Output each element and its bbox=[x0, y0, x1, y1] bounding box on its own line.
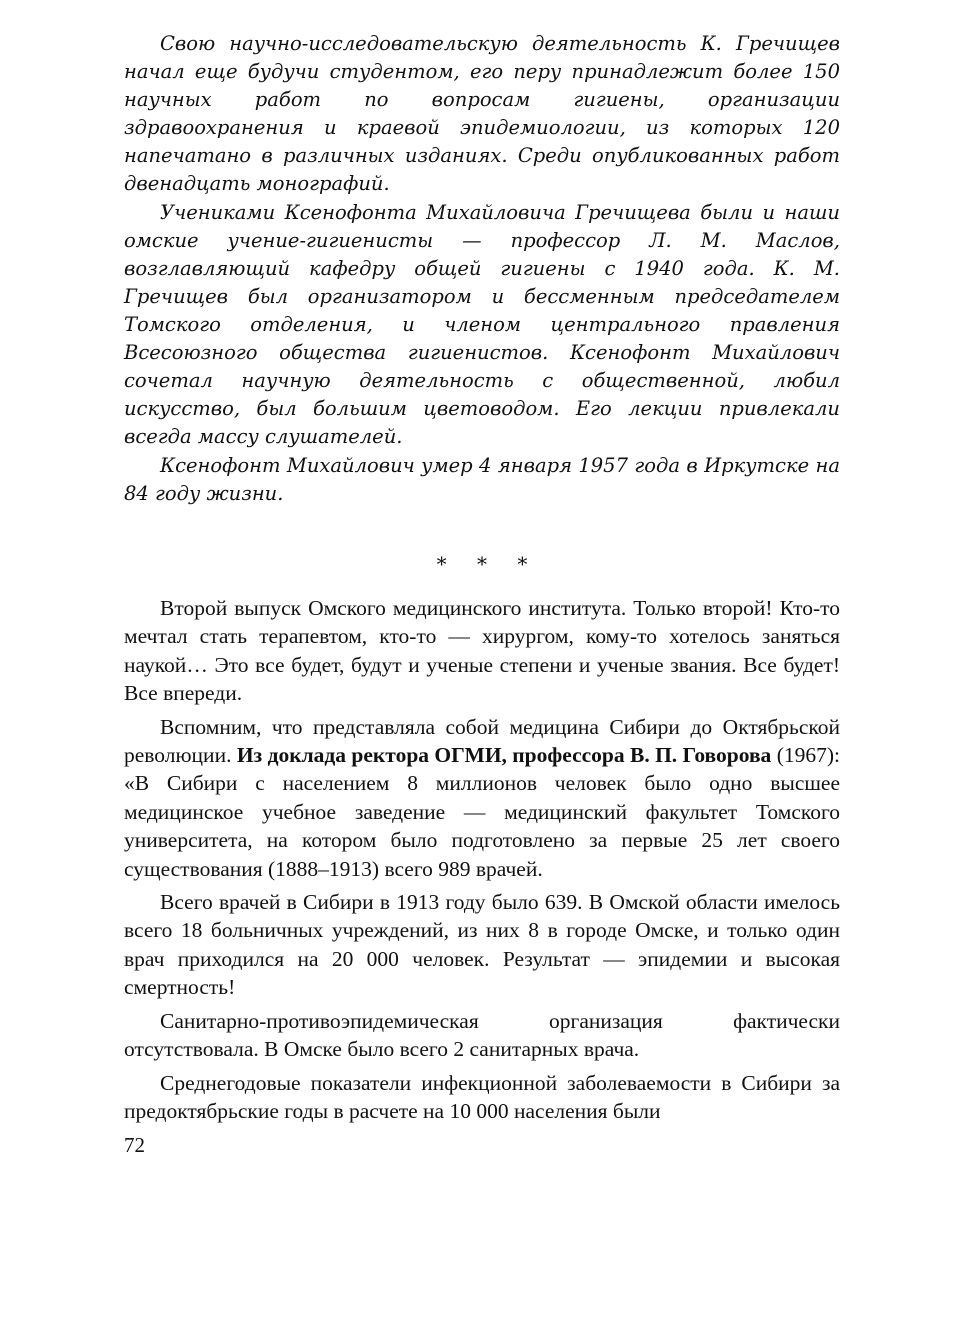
italic-section bbox=[124, 30, 840, 508]
paragraph-2 bbox=[124, 713, 840, 883]
italic-paragraph-2: Учениками Ксенофонта Михайловича Гречищева были и наши омские учение-гигиенисты — профессор Л. М. Маслов, возглавляющий кафедру общей гигиены с 1940 года. К. М. Гречищев был организатором и бессменным председателем Томского отделения, и членом центрального правления Всесоюзного общества гигиенистов. Ксенофонт Михайлович сочетал научную деятельность с общественной, любил искусство, был большим цветоводом. Его лекции привлекали всегда массу слушателей. bbox=[124, 201, 840, 448]
section-separator: * * * bbox=[436, 552, 540, 576]
italic-paragraph-1: Свою научно-исследовательскую деятельность К. Гречищев начал еще будучи студентом, его перу принадлежит более 150 научных работ по вопросам гигиены, организации здравоохранения и краевой эпидемиологии, из которых 120 напечатано в различных изданиях. Среди опубликованных работ двенадцать монографий. bbox=[124, 32, 840, 195]
main-section bbox=[124, 594, 840, 1125]
italic-paragraph-3: Ксенофонт Михайлович умер 4 января 1957 года в Иркутске на 84 году жизни. bbox=[124, 454, 840, 505]
report-citation: Из доклада ректора ОГМИ, профессора В. П. Говорова bbox=[236, 743, 772, 768]
paragraph-2-start: Вспомним, что представляла собой медицина Сибири до Октябрьской революции. bbox=[124, 714, 840, 768]
paragraph-2-end: (1967): «В Сибири с населением 8 миллионов человек было одно высшее медицинское учебное заведение — медицинский факультет Томского университета, на котором было подготовлено за первые 25 лет своего существования (1888–1913) всего 989 врачей. bbox=[124, 743, 840, 881]
paragraph-1: Второй выпуск Омского медицинского института. Только второй! Кто-то мечтал стать терапевтом, кто-то — хирургом, кому-то хотелось заняться наукой… Это все будет, будут и ученые степени и ученые звания. Все будет! Все впереди. bbox=[124, 596, 840, 706]
paragraph-5: Среднегодовые показатели инфекционной заболеваемости в Сибири за предоктябрьские годы в расчете на 10 000 населения были bbox=[124, 1070, 840, 1123]
paragraph-3: Всего врачей в Сибири в 1913 году было 639. В Омской области имелось всего 18 больничных учреждений, из них 8 в городе Омске, и только один врач приходился на 20 000 человек. Результат — эпидемии и высокая смертность! bbox=[124, 890, 840, 1000]
page-content bbox=[124, 30, 840, 1125]
paragraph-4: Санитарно-противоэпидемическая организация фактически отсутствовала. В Омске было всего 2 санитарных врача. bbox=[124, 1008, 840, 1062]
page-number: 72 bbox=[124, 1133, 145, 1157]
